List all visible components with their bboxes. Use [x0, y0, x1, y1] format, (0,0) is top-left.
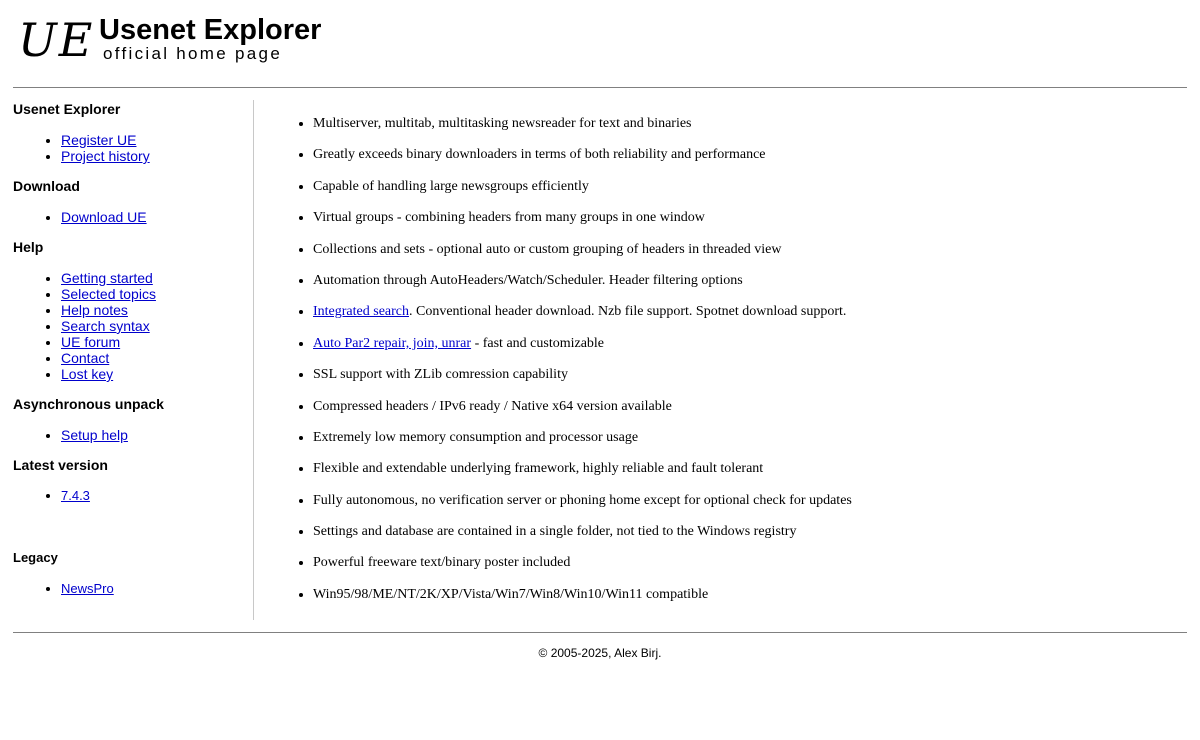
feature-item — [313, 586, 1173, 604]
sidebar-heading: Latest version — [13, 457, 108, 473]
sidebar-section-async-unpack — [13, 395, 248, 443]
copyright-text: © 2005-2025, Alex Birj. — [538, 646, 662, 660]
sidebar-section-help — [13, 238, 248, 382]
feature-text: Multiserver, multitab, multitasking newsreader for text and binaries — [313, 116, 692, 131]
page-header — [13, 10, 1187, 88]
contact-link[interactable]: Contact — [61, 350, 110, 366]
sidebar-section-latest-version — [13, 456, 248, 504]
register-ue-link[interactable]: Register UE — [61, 132, 137, 148]
feature-text: SSL support with ZLib comression capability — [313, 367, 568, 383]
integrated-search-link[interactable]: Integrated search — [313, 304, 409, 320]
feature-text: . Conventional header download. Nzb file support. Spotnet download support. — [409, 304, 847, 320]
sidebar-item — [61, 488, 248, 504]
setup-help-link[interactable]: Setup help — [61, 427, 128, 443]
feature-item — [313, 335, 1173, 353]
sidebar-heading: Help — [13, 239, 44, 255]
feature-text: Capable of handling large newsgroups efficiently — [313, 178, 589, 194]
project-history-link[interactable]: Project history — [61, 148, 150, 164]
version-link[interactable]: 7.4.3 — [61, 488, 90, 503]
feature-text: Greatly exceeds binary downloaders in terms of both reliability and performance — [313, 147, 766, 163]
feature-text: Win95/98/ME/NT/2K/XP/Vista/Win7/Win8/Win10/Win11 compatible — [313, 586, 709, 602]
feature-text: Virtual groups - combining headers from many groups in one window — [313, 210, 705, 226]
feature-text: Compressed headers / IPv6 ready / Native x64 version available — [313, 398, 672, 414]
feature-item — [313, 303, 1173, 321]
auto-par2-link[interactable]: Auto Par2 repair, join, unrar — [313, 335, 472, 351]
help-notes-link[interactable]: Help notes — [61, 302, 128, 318]
download-ue-link[interactable]: Download UE — [61, 209, 147, 225]
feature-item — [313, 209, 1173, 227]
feature-item — [313, 272, 1173, 290]
feature-item — [313, 460, 1173, 478]
sidebar-item — [61, 427, 248, 443]
sidebar-heading: Legacy — [13, 550, 58, 565]
sidebar-item — [61, 581, 248, 597]
ue-forum-link[interactable]: UE forum — [61, 334, 121, 350]
sidebar-heading: Asynchronous unpack — [13, 396, 164, 412]
selected-topics-link[interactable]: Selected topics — [61, 286, 156, 302]
sidebar-item — [61, 209, 248, 225]
feature-text: Automation through AutoHeaders/Watch/Scheduler. Header filtering options — [313, 272, 743, 288]
getting-started-link[interactable]: Getting started — [61, 270, 153, 286]
feature-item — [313, 241, 1173, 259]
sidebar-item — [61, 334, 248, 350]
ue-logo: UE — [18, 13, 95, 67]
feature-item — [313, 146, 1173, 164]
sidebar-item — [61, 302, 248, 318]
feature-item — [313, 115, 1173, 133]
lost-key-link[interactable]: Lost key — [61, 366, 114, 382]
sidebar-section-download — [13, 177, 248, 225]
feature-list — [253, 115, 1173, 617]
sidebar-item — [61, 270, 248, 286]
footer-divider — [13, 632, 1187, 633]
feature-item — [313, 523, 1173, 541]
sidebar-nav — [13, 100, 254, 620]
sidebar-item — [61, 366, 248, 382]
feature-item — [313, 492, 1173, 510]
sidebar-heading: Download — [13, 178, 80, 194]
feature-text: Fully autonomous, no verification server or phoning home except for optional check for updates — [313, 492, 852, 508]
sidebar-item — [61, 350, 248, 366]
search-syntax-link[interactable]: Search syntax — [61, 318, 150, 334]
feature-item — [313, 366, 1173, 384]
feature-text: - fast and customizable — [471, 335, 605, 351]
sidebar-section-usenet-explorer — [13, 100, 248, 164]
feature-text: Powerful freeware text/binary poster included — [313, 555, 571, 571]
feature-item — [313, 429, 1173, 447]
feature-text: Collections and sets - optional auto or custom grouping of headers in threaded view — [313, 241, 782, 257]
sidebar-item — [61, 318, 248, 334]
newspro-link[interactable]: NewsPro — [61, 581, 114, 596]
sidebar-section-legacy — [13, 549, 248, 597]
feature-text: Settings and database are contained in a single folder, not tied to the Windows registry — [313, 524, 797, 540]
site-subtitle: official home page — [103, 44, 283, 63]
sidebar-item — [61, 148, 248, 164]
feature-item — [313, 554, 1173, 572]
site-title: Usenet Explorer — [99, 14, 322, 46]
sidebar-heading: Usenet Explorer — [13, 101, 121, 117]
sidebar-item — [61, 286, 248, 302]
feature-text: Flexible and extendable underlying framework, highly reliable and fault tolerant — [313, 461, 764, 477]
feature-item — [313, 178, 1173, 196]
feature-item — [313, 398, 1173, 416]
feature-text: Extremely low memory consumption and processor usage — [313, 429, 639, 445]
sidebar-item — [61, 132, 248, 148]
